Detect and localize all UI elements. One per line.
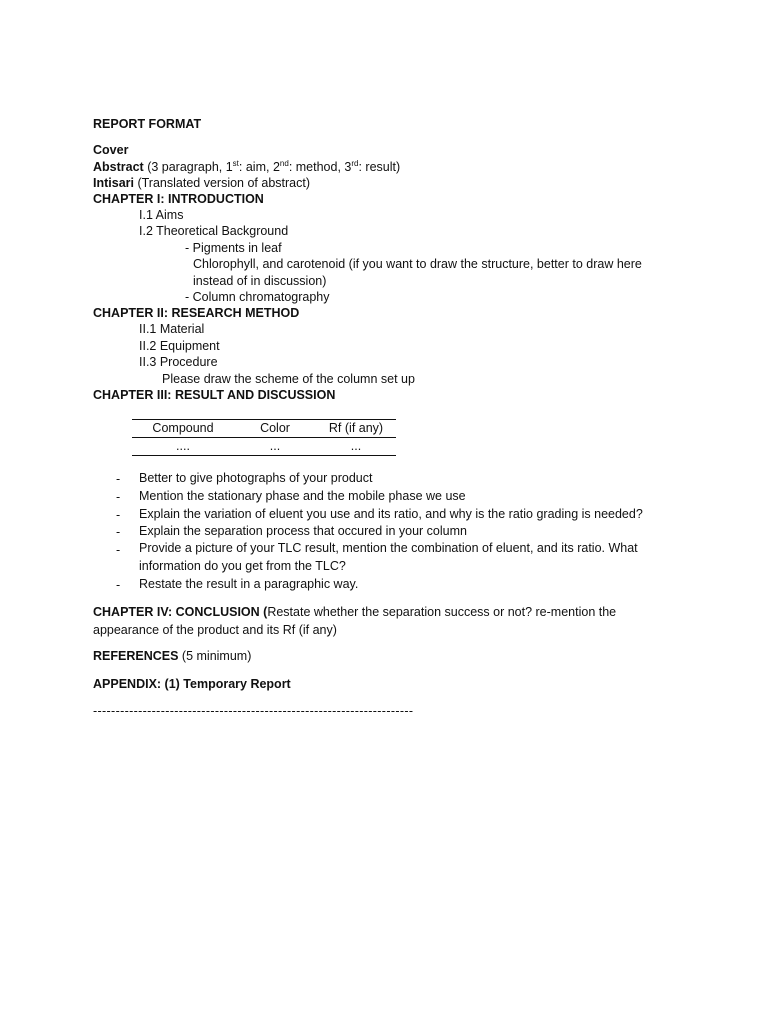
table-cell-rf: ... [350, 439, 362, 453]
bullet-dash: - [116, 578, 121, 592]
bullet-item: Explain the variation of eluent you use and its ratio, and why is the ratio grading is needed? [139, 507, 643, 521]
result-table [132, 419, 396, 456]
divider-line: ----------------------------------------------------------------------- [93, 704, 414, 718]
bullet-item: Mention the stationary phase and the mobile phase we use [139, 489, 466, 503]
table-header-color: Color [260, 421, 290, 435]
bullet-item: Restate the result in a paragraphic way. [139, 577, 359, 591]
table-cell-compound: .... [176, 439, 190, 453]
table-row [132, 438, 396, 455]
chapter2-heading: CHAPTER II: RESEARCH METHOD [93, 306, 300, 320]
bullet-dash: - [116, 543, 121, 557]
table-cell-color: ... [269, 439, 281, 453]
table-header-row [132, 420, 396, 438]
chapter2-material: II.1 Material [139, 322, 205, 336]
table-header-rf: Rf (if any) [328, 421, 384, 435]
chapter1-pigments: - Pigments in leaf [185, 241, 282, 255]
chapter1-heading: CHAPTER I: INTRODUCTION [93, 192, 264, 206]
chapter1-column: - Column chromatography [185, 290, 330, 304]
section-cover: Cover [93, 143, 129, 157]
section-intisari: Intisari (Translated version of abstract) [93, 176, 310, 190]
chapter1-aims: I.1 Aims [139, 208, 184, 222]
chapter2-scheme: Please draw the scheme of the column set up [162, 372, 415, 386]
bullet-item: Provide a picture of your TLC result, mention the combination of eluent, and its ratio. What information do you get from the TLC? [139, 541, 638, 573]
bullet-dash: - [116, 525, 121, 539]
section-appendix: APPENDIX: (1) Temporary Report [93, 677, 291, 691]
chapter4-conclusion: CHAPTER IV: CONCLUSION (Restate whether the separation success or not? re-mention the appearance of the product and its Rf (if any) [93, 605, 617, 637]
chapter1-chlorophyll-line2: instead of in discussion) [193, 274, 327, 288]
chapter2-procedure: II.3 Procedure [139, 355, 218, 369]
bullet-item: Explain the separation process that occured in your column [139, 524, 467, 538]
chapter1-chlorophyll-line1: Chlorophyll, and carotenoid (if you want to draw the structure, better to draw here [193, 257, 642, 271]
bullet-dash: - [116, 490, 121, 504]
section-references: REFERENCES (5 minimum) [93, 649, 252, 663]
report-title: REPORT FORMAT [93, 117, 202, 131]
section-abstract: Abstract (3 paragraph, 1st: aim, 2nd: method, 3rd: result) [93, 158, 401, 174]
bullet-dash: - [116, 508, 121, 522]
chapter1-background: I.2 Theoretical Background [139, 224, 289, 238]
bullet-item: Better to give photographs of your product [139, 471, 373, 485]
bullet-dash: - [116, 472, 121, 486]
table-header-compound: Compound [152, 421, 214, 435]
chapter2-equipment: II.2 Equipment [139, 339, 220, 353]
chapter3-heading: CHAPTER III: RESULT AND DISCUSSION [93, 388, 336, 402]
